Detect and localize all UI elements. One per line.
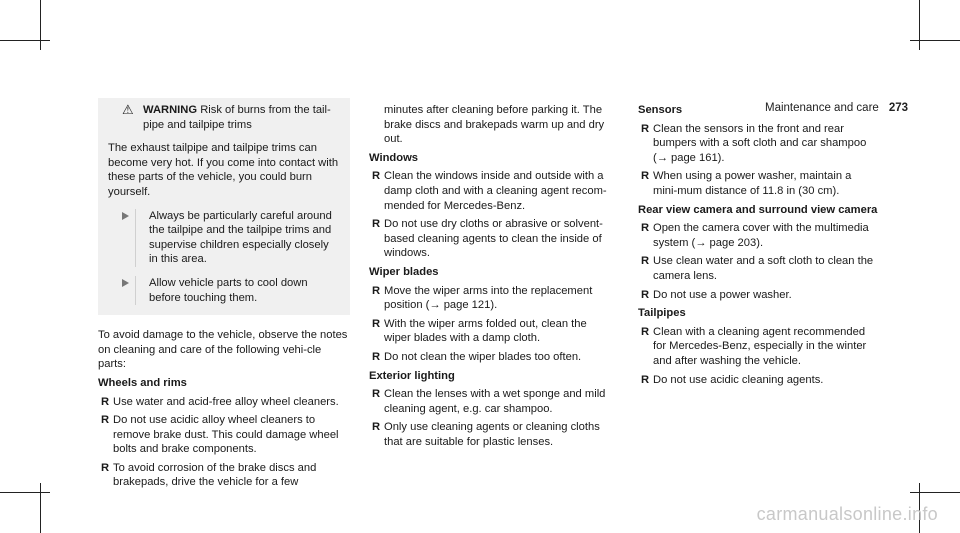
bullet: R [641, 288, 650, 301]
list-item: R Clean the lenses with a wet sponge and mild cleaning agent, e.g. car shampoo. [369, 387, 614, 416]
crop-mark [40, 483, 41, 533]
column-2 [369, 103, 614, 449]
action-arrow-icon [122, 212, 130, 220]
list-item: R To avoid corrosion of the brake discs and brakepads, drive the vehicle for a few [98, 461, 350, 490]
intro-paragraph: To avoid damage to the vehicle, observe the notes on cleaning and care of the following vehi-cle parts: [98, 329, 348, 371]
list-item: R Move the wiper arms into the replacement position (→ page 121). [369, 284, 614, 313]
warning-action-text: Allow vehicle parts to cool down before touching them. [135, 276, 340, 305]
list-item: R Do not use acidic cleaning agents. [638, 373, 878, 388]
list-item: R Do not clean the wiper blades too often. [369, 350, 614, 365]
page-number: 273 [888, 102, 908, 114]
section-heading: Rear view camera and surround view camera [638, 203, 878, 216]
list-item: R Use water and acid-free alloy wheel cleaners. [98, 395, 350, 410]
crop-mark [910, 492, 960, 493]
bullet: R [372, 284, 381, 297]
bullet: R [641, 122, 650, 135]
warning-body: The exhaust tailpipe and tailpipe trims can become very hot. If you come into contact with these parts of the vehicle, you could burn yourself. [108, 142, 339, 198]
continuation-text: minutes after cleaning before parking it. The brake discs and brakepads warm up and dry out. [384, 104, 605, 146]
list-item: R With the wiper arms folded out, clean the wiper blades with a damp cloth. [369, 317, 614, 346]
warning-box [98, 98, 350, 315]
bullet: R [372, 388, 381, 401]
bullet: R [641, 373, 650, 386]
bullet: R [641, 222, 650, 235]
watermark: carmanualsonline.info [756, 504, 938, 524]
crop-mark [40, 0, 41, 50]
bullet: R [372, 350, 381, 363]
column-1 [98, 98, 350, 490]
list-item: R Clean the windows inside and outside with a damp cloth and with a cleaning agent recom-mended for Mercedes-Benz. [369, 169, 614, 213]
list-item: R Use clean water and a soft cloth to clean the camera lens. [638, 254, 878, 283]
warning-label: WARNING [143, 104, 198, 116]
list-item: R Do not use a power washer. [638, 288, 878, 303]
section-heading: Sensors [638, 104, 683, 116]
bullet: R [101, 395, 110, 408]
list-item: R Do not use dry cloths or abrasive or solvent-based cleaning agents to clean the inside of windows. [369, 217, 614, 261]
crop-mark [0, 492, 50, 493]
bullet: R [372, 170, 381, 183]
section-heading: Windows [369, 151, 418, 164]
bullet: R [372, 218, 381, 231]
list-item: R Open the camera cover with the multimedia system (→ page 203). [638, 221, 878, 250]
crop-mark [910, 40, 960, 41]
bullet: R [372, 421, 381, 434]
list-item: R Clean with a cleaning agent recommended for Mercedes-Benz, especially in the winter and after washing the vehicle. [638, 325, 878, 369]
list-item: R Only use cleaning agents or cleaning cloths that are suitable for plastic lenses. [369, 420, 614, 449]
action-arrow-icon [122, 279, 130, 287]
column-3 [638, 103, 878, 387]
section-heading: Tailpipes [638, 307, 686, 320]
bullet: R [372, 317, 381, 330]
bullet: R [641, 325, 650, 338]
warning-triangle-icon: ⚠ [122, 102, 134, 117]
list-item: R Clean the sensors in the front and rear bumpers with a soft cloth and car shampoo (→ page 161). [638, 122, 878, 166]
warning-title: Risk of burns from the tail-pipe and tailpipe trims [143, 104, 331, 131]
list-item: R When using a power washer, maintain a mini-mum distance of 11.8 in (30 cm). [638, 169, 878, 198]
bullet: R [101, 414, 110, 427]
warning-action [108, 209, 340, 267]
warning-action-text: Always be particularly careful around the tailpipe and the tailpipe trims and supervise children especially closely in this area. [135, 209, 340, 267]
crop-mark [919, 0, 920, 50]
bullet: R [641, 170, 650, 183]
section-heading: Exterior lighting [369, 369, 455, 382]
bullet: R [641, 255, 650, 268]
section-title: Maintenance and care [765, 102, 879, 114]
warning-action [108, 276, 340, 305]
list-item: R Do not use acidic alloy wheel cleaners to remove brake dust. This could damage wheel bolts and brake components. [98, 413, 350, 457]
section-heading: Wheels and rims [98, 376, 187, 389]
section-heading: Wiper blades [369, 265, 439, 278]
crop-mark [0, 40, 50, 41]
bullet: R [101, 461, 110, 474]
